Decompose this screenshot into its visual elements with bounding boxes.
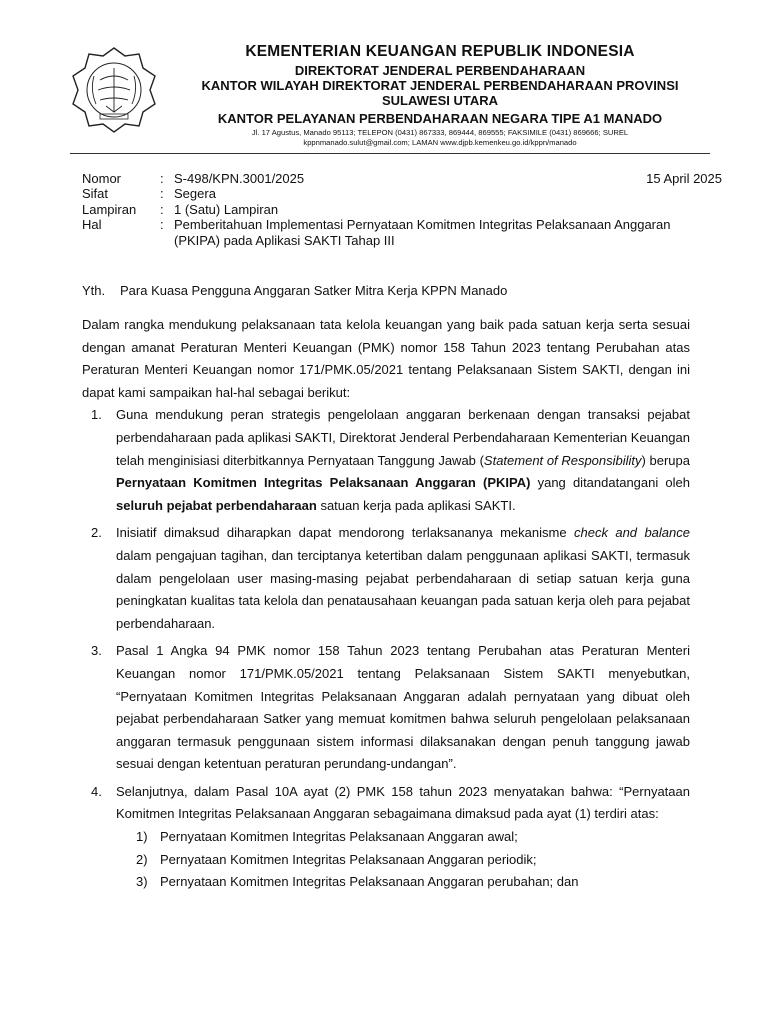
meta-hal: Hal : Pemberitahuan Implementasi Pernyataan Komitmen Integritas Pelaksanaan Anggaran (PKIPA) pada Aplikasi SAKTI Tahap III (82, 217, 722, 248)
intro-paragraph: Dalam rangka mendukung pelaksanaan tata kelola keuangan yang baik pada satuan kerja serta sesuai dengan amanat Peraturan Menteri Keuangan (PMK) nomor 158 Tahun 2023 tentang Perubahan atas Peraturan Menteri Keuangan nomor 171/PMK.05/2021 tentang Pelaksanaan Sistem SAKTI, dengan ini dapat kami sampaikan hal-hal sebagai berikut: (82, 317, 690, 400)
point-list (82, 404, 690, 893)
letterhead (170, 42, 710, 148)
recipient-name: Para Kuasa Pengguna Anggaran Satker Mitra Kerja KPPN Manado (120, 283, 508, 298)
letter-date: 15 April 2025 (646, 171, 722, 186)
letter-meta (82, 171, 722, 248)
address-line1: Jl. 17 Agustus, Manado 95113; TELEPON (0431) 867333, 869444, 869555; FAKSIMILE (0431) 869666; SUREL (251, 128, 629, 137)
meta-value: 1 (Satu) Lampiran (174, 201, 279, 217)
meta-nomor: Nomor : S-498/KPN.3001/2025 (82, 171, 722, 186)
meta-lampiran: Lampiran : 1 (Satu) Lampiran (82, 202, 722, 217)
recipient (82, 283, 507, 299)
meta-value: Segera (174, 186, 216, 202)
meta-label: Nomor (82, 171, 122, 186)
list-item: 4. Selanjutnya, dalam Pasal 10A ayat (2) PMK 158 tahun 2023 menyatakan bahwa: “Pernyataan Komitmen Integritas Pelaksanaan Anggaran sebagaimana dimaksud pada ayat (1) terdiri atas: 1) Pernyataan Komitmen Integritas Pelaksanaan Anggaran awal; 2) Pernyataan Komitmen Integritas Pelaksanaan Anggaran periodik; 3) Pernyataan Komitmen Integritas Pelaksanaan Anggaran perubahan; dan (82, 781, 690, 894)
service-office-name: KANTOR PELAYANAN PERBENDAHARAAN NEGARA TIPE A1 MANADO (217, 111, 663, 126)
list-item: 3. Pasal 1 Angka 94 PMK nomor 158 Tahun 2023 tentang Perubahan atas Peraturan Menteri Keuangan nomor 171/PMK.05/2021 tentang Pelaksanaan Sistem SAKTI menyebutkan, “Pernyataan Komitmen Integritas Pelaksanaan Anggaran adalah pernyataan yang dibuat oleh pejabat perbendaharaan Satker yang memuat komitmen bahwa seluruh pengelolaan pelaksanaan anggaran termasuk penggunaan sistem informasi dilaksanakan dengan penuh tanggung jawab sesuai dengan ketentuan peraturan perundang-undangan”. (91, 643, 690, 772)
directorate-name: DIREKTORAT JENDERAL PERBENDAHARAAN (294, 63, 586, 78)
sub-list-item: 3) Pernyataan Komitmen Integritas Pelaksanaan Anggaran perubahan; dan (136, 874, 579, 890)
list-item: 2. Inisiatif dimaksud diharapkan dapat mendorong terlaksananya mekanisme check and balance dalam pengajuan tagihan, dan terciptanya ketertiban dalam penggunaan aplikasi SAKTI, termasuk dalam pengelolaan user masing-masing pejabat perbendaharaan di setiap satuan kerja guna peningkatan kualitas tata kelola dan penatausahaan keuangan pada satuan kerja oleh para pejabat perbendaharaan. (91, 525, 690, 631)
meta-value: Pemberitahuan Implementasi Pernyataan Komitmen Integritas Pelaksanaan Anggaran (PKIPA) pada Aplikasi SAKTI Tahap III (174, 217, 671, 248)
sub-list-item: 1) Pernyataan Komitmen Integritas Pelaksanaan Anggaran awal; (136, 829, 518, 845)
meta-sifat: Sifat : Segera (82, 186, 722, 201)
sub-list-item: 2) Pernyataan Komitmen Integritas Pelaksanaan Anggaran periodik; (136, 851, 537, 867)
recipient-label: Yth. (82, 283, 106, 298)
letterhead-divider (70, 153, 710, 154)
address-line2: kppnmanado.sulut@gmail.com; LAMAN www.djpb.kemenkeu.go.id/kppn/manado (303, 138, 577, 147)
ministry-name: KEMENTERIAN KEUANGAN REPUBLIK INDONESIA (245, 43, 635, 60)
regional-office-line1: KANTOR WILAYAH DIREKTORAT JENDERAL PERBENDAHARAAN PROVINSI (201, 78, 679, 93)
letter-body (82, 314, 690, 899)
meta-label: Hal (82, 217, 102, 233)
regional-office-line2: SULAWESI UTARA (381, 93, 499, 108)
meta-label: Lampiran (82, 201, 137, 217)
ministry-emblem-icon (70, 46, 158, 134)
list-item: 1. Guna mendukung peran strategis pengelolaan anggaran berkenaan dengan transaksi pejabat perbendaharaan pada aplikasi SAKTI, Direktorat Jenderal Perbendaharaan Kementerian Keuangan telah menginisiasi diterbitkannya Pernyataan Tanggung Jawab (Statement of Responsibility) berupa Pernyataan Komitmen Integritas Pelaksanaan Anggaran (PKIPA) yang ditandatangani oleh seluruh pejabat perbendaharaan satuan kerja pada aplikasi SAKTI. (91, 407, 691, 513)
sub-list (116, 826, 690, 894)
meta-value: S-498/KPN.3001/2025 (174, 171, 305, 186)
meta-label: Sifat (82, 186, 109, 202)
